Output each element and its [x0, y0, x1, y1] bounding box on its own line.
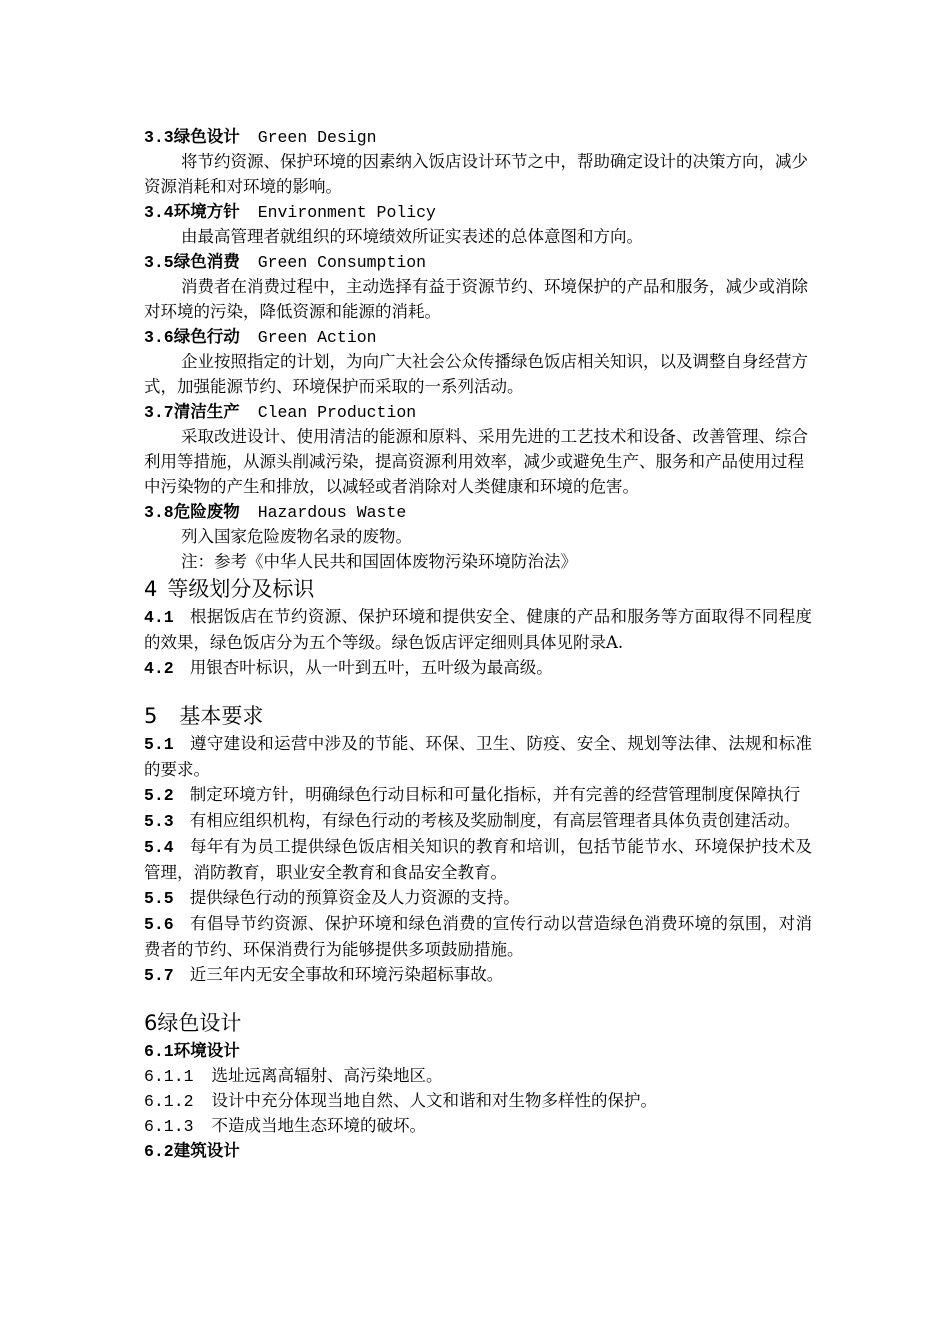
clause-6-1-3: [144, 1113, 812, 1138]
section-heading-5: [144, 701, 812, 731]
clause-text: 提供绿色行动的预算资金及人力资源的支持。: [189, 888, 520, 907]
term-heading-3-4: [144, 199, 812, 224]
term-definition: 企业按照指定的计划，为向广大社会公众传播绿色饭店相关知识，以及调整自身经营方式，加强能源节约、环境保护而采取的一系列活动。: [144, 352, 808, 396]
term-number: 3.5: [144, 253, 174, 272]
clause-6-1-2: [144, 1088, 812, 1113]
subsection-number: 6.1: [144, 1042, 174, 1061]
term-definition: 采取改进设计、使用清洁的能源和原料、采用先进的工艺技术和设备、改善管理、综合利用等措施，从源头削减污染，提高资源利用效率，减少或避免生产、服务和产品使用过程中污染物的产生和排放，以减轻或者消除对人类健康和环境的危害。: [144, 427, 808, 496]
term-definition: 由最高管理者就组织的环境绩效所证实表述的总体意图和方向。: [181, 227, 643, 246]
subsection-heading-6-2: [144, 1138, 812, 1163]
term-number: 3.8: [144, 503, 174, 522]
clause-5-5: [144, 885, 812, 911]
clause-text: 近三年内无安全事故和环境污染超标事故。: [189, 965, 504, 984]
clause-number: 5.6: [144, 915, 174, 934]
clause-text: 每年有为员工提供绿色饭店相关知识的教育和培训，包括节能节水、环境保护技术及管理，消防教育，职业安全教育和食品安全教育。: [144, 837, 812, 882]
term-definition: 将节约资源、保护环境的因素纳入饭店设计环节之中，帮助确定设计的决策方向，减少资源消耗和对环境的影响。: [144, 152, 808, 196]
clause-5-7: [144, 962, 812, 988]
section-number: 5: [144, 704, 158, 728]
term-number: 3.6: [144, 328, 174, 347]
term-english: Green Design: [257, 128, 377, 147]
clause-text: 有倡导节约资源、保护环境和绿色消费的宣传行动以营造绿色消费环境的氛围，对消费者的节约、环保消费行为能够提供多项鼓励措施。: [144, 914, 812, 959]
subsection-number: 6.2: [144, 1142, 174, 1161]
section-heading-6: [144, 1008, 812, 1038]
clause-5-4: [144, 834, 812, 885]
clause-number: 5.1: [144, 735, 174, 754]
clause-number: 4.1: [144, 608, 174, 627]
term-english: Green Action: [257, 328, 377, 347]
term-definition: 列入国家危险废物名录的废物。: [181, 527, 412, 546]
clause-number: 5.3: [144, 812, 174, 831]
section-number: 4: [144, 577, 158, 601]
clause-5-1: [144, 731, 812, 782]
term-heading-3-8: [144, 499, 812, 524]
term-heading-3-5: [144, 249, 812, 274]
clause-text: 设计中充分体现当地自然、人文和谐和对生物多样性的保护。: [211, 1091, 658, 1110]
term-number: 3.7: [144, 403, 174, 422]
clause-4-1: [144, 604, 812, 655]
subsection-title: 环境设计: [173, 1041, 240, 1060]
clause-number: 5.7: [144, 966, 174, 985]
clause-text: 不造成当地生态环境的破坏。: [211, 1116, 427, 1135]
clause-number: 4.2: [144, 659, 174, 678]
term-number: 3.3: [144, 128, 174, 147]
section-title: 基本要求: [179, 704, 264, 728]
document-content: [144, 124, 812, 1163]
clause-number: 6.1.1: [144, 1067, 194, 1086]
term-heading-3-6: [144, 324, 812, 349]
clause-text: 用银杏叶标识，从一叶到五叶，五叶级为最高级。: [189, 658, 553, 677]
term-english: Green Consumption: [257, 253, 427, 272]
section-title: 等级划分及标识: [167, 577, 315, 601]
clause-text: 遵守建设和运营中涉及的节能、环保、卫生、防疫、安全、规划等法律、法规和标准的要求。: [144, 734, 812, 779]
section-heading-4: [144, 574, 812, 604]
clause-number: 5.5: [144, 889, 174, 908]
term-english: Hazardous Waste: [257, 503, 407, 522]
clause-text: 根据饭店在节约资源、保护环境和提供安全、健康的产品和服务等方面取得不同程度的效果，绿色饭店分为五个等级。绿色饭店评定细则具体见附录A.: [144, 607, 812, 652]
clause-5-6: [144, 911, 812, 962]
term-chinese: 绿色行动: [173, 327, 240, 346]
term-chinese: 绿色设计: [173, 127, 240, 146]
clause-number: 6.1.3: [144, 1117, 194, 1136]
term-chinese: 绿色消费: [173, 252, 240, 271]
term-heading-3-3: [144, 124, 812, 149]
term-heading-3-7: [144, 399, 812, 424]
term-chinese: 危险废物: [173, 502, 240, 521]
clause-text: 制定环境方针，明确绿色行动目标和可量化指标，并有完善的经营管理制度保障执行: [189, 785, 801, 804]
subsection-heading-6-1: [144, 1038, 812, 1063]
clause-number: 5.2: [144, 786, 174, 805]
clause-5-3: [144, 808, 812, 834]
reference-note: 注：参考《中华人民共和国固体废物污染环境防治法》: [181, 552, 577, 571]
term-english: Clean Production: [257, 403, 417, 422]
term-chinese: 清洁生产: [173, 402, 240, 421]
clause-number: 5.4: [144, 838, 174, 857]
clause-5-2: [144, 782, 812, 808]
section-number: 6: [144, 1011, 158, 1035]
term-definition: 消费者在消费过程中，主动选择有益于资源节约、环境保护的产品和服务，减少或消除对环境的污染，降低资源和能源的消耗。: [144, 277, 808, 321]
clause-text: 有相应组织机构，有绿色行动的考核及奖励制度，有高层管理者具体负责创建活动。: [189, 811, 801, 830]
term-english: Environment Policy: [257, 203, 436, 222]
subsection-title: 建筑设计: [173, 1141, 240, 1160]
section-title: 绿色设计: [157, 1011, 242, 1035]
clause-4-2: [144, 655, 812, 681]
term-number: 3.4: [144, 203, 174, 222]
clause-number: 6.1.2: [144, 1092, 194, 1111]
term-chinese: 环境方针: [173, 202, 240, 221]
clause-text: 选址远离高辐射、高污染地区。: [211, 1066, 443, 1085]
clause-6-1-1: [144, 1063, 812, 1088]
